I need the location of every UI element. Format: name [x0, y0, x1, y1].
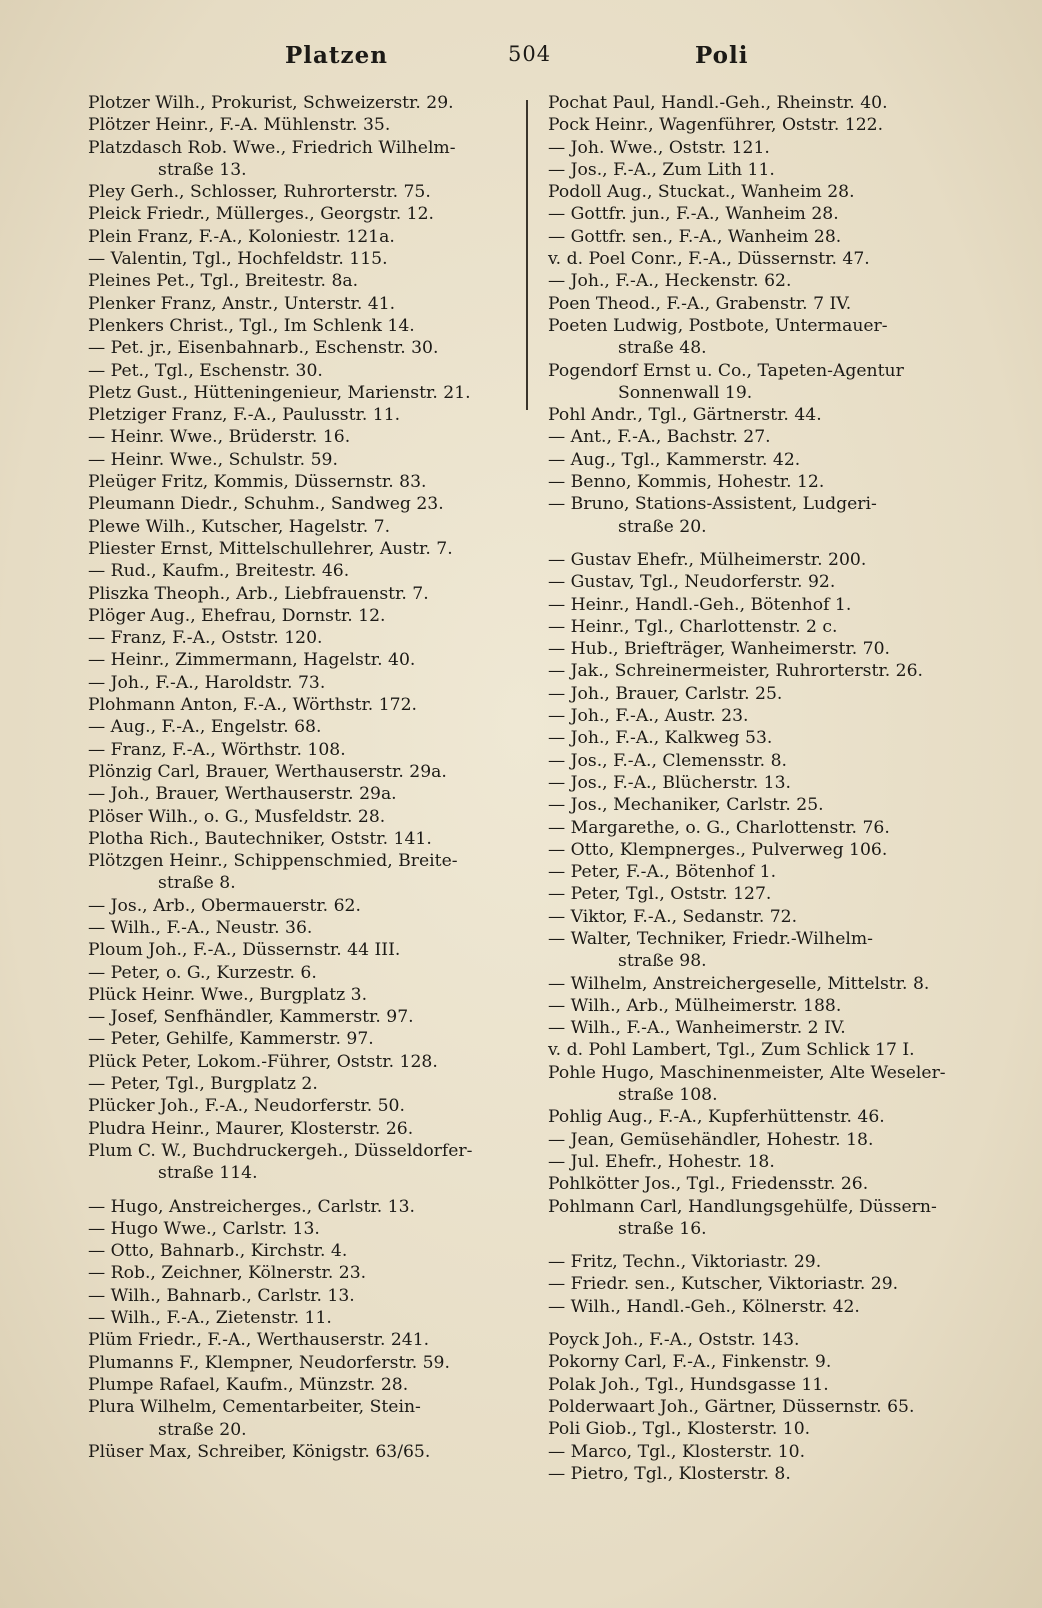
directory-entry: — Peter, o. G., Kurzestr. 6.	[88, 962, 317, 983]
directory-entry: — Walter, Techniker, Friedr.-Wilhelm-	[548, 928, 873, 949]
directory-entry: — Joh., F.-A., Kalkweg 53.	[548, 728, 773, 749]
directory-entry: — Joh., Brauer, Carlstr. 25.	[548, 683, 783, 704]
directory-entry: Plenkers Christ., Tgl., Im Schlenk 14.	[88, 315, 415, 336]
directory-entry: Plum C. W., Buchdruckergeh., Düsseldorfer-	[88, 1140, 473, 1161]
directory-entry: Ploum Joh., F.-A., Düssernstr. 44 III.	[88, 940, 401, 961]
directory-entry: Pludra Heinr., Maurer, Klosterstr. 26.	[88, 1118, 414, 1139]
directory-entry: — Wilh., Arb., Mülheimerstr. 188.	[548, 995, 842, 1016]
entry-continuation: straße 13.	[158, 159, 247, 180]
directory-entry: — Franz, F.-A., Wörthstr. 108.	[88, 739, 346, 760]
directory-entry: Pliszka Theoph., Arb., Liebfrauenstr. 7.	[88, 583, 429, 604]
column-divider	[526, 100, 528, 410]
directory-entry: — Wilhelm, Anstreichergeselle, Mittelstr. 8.	[548, 973, 930, 994]
directory-entry: Poen Theod., F.-A., Grabenstr. 7 IV.	[548, 293, 852, 314]
directory-entry: — Peter, Tgl., Oststr. 127.	[548, 884, 772, 905]
directory-entry: — Heinr., Handl.-Geh., Bötenhof 1.	[548, 594, 852, 615]
directory-entry: Pokorny Carl, F.-A., Finkenstr. 9.	[548, 1352, 832, 1373]
directory-entry: Plotzer Wilh., Prokurist, Schweizerstr. 29.	[88, 93, 454, 113]
directory-entry: — Rob., Zeichner, Kölnerstr. 23.	[88, 1263, 367, 1284]
spacer	[88, 1185, 508, 1196]
directory-entry: — Valentin, Tgl., Hochfeldstr. 115.	[88, 249, 388, 270]
directory-entry: — Jos., F.-A., Clemensstr. 8.	[548, 750, 787, 771]
directory-entry: Plein Franz, F.-A., Koloniestr. 121a.	[88, 226, 395, 247]
directory-entry: Plohmann Anton, F.-A., Wörthstr. 172.	[88, 695, 417, 716]
directory-entry: — Jul. Ehefr., Hohestr. 18.	[548, 1151, 775, 1172]
directory-entry: — Fritz, Techn., Viktoriastr. 29.	[548, 1252, 822, 1273]
directory-entry: Plewe Wilh., Kutscher, Hagelstr. 7.	[88, 516, 391, 537]
directory-entry: Podoll Aug., Stuckat., Wanheim 28.	[548, 182, 855, 203]
directory-entry: Plura Wilhelm, Cementarbeiter, Stein-	[88, 1397, 421, 1418]
directory-entry: Pochat Paul, Handl.-Geh., Rheinstr. 40.	[548, 93, 888, 113]
entry-continuation: straße 20.	[618, 516, 707, 537]
directory-entry: — Otto, Bahnarb., Kirchstr. 4.	[88, 1241, 348, 1262]
header-last-entry: Poli	[695, 42, 749, 69]
left-column	[88, 92, 508, 1463]
directory-entry: Pleumann Diedr., Schuhm., Sandweg 23.	[88, 494, 444, 515]
entry-continuation: straße 8.	[158, 873, 236, 894]
directory-entry: — Ant., F.-A., Bachstr. 27.	[548, 427, 771, 448]
directory-entry: Plenker Franz, Anstr., Unterstr. 41.	[88, 293, 396, 314]
directory-entry: Plöger Aug., Ehefrau, Dornstr. 12.	[88, 605, 386, 626]
directory-entry: — Joh. Wwe., Oststr. 121.	[548, 137, 770, 158]
directory-entry: — Pietro, Tgl., Klosterstr. 8.	[548, 1463, 791, 1484]
page-number: 504	[508, 42, 552, 66]
directory-entry: Pley Gerh., Schlosser, Ruhrorterstr. 75.	[88, 182, 431, 203]
directory-entry: — Friedr. sen., Kutscher, Viktoriastr. 29.	[548, 1274, 899, 1295]
directory-entry: Polak Joh., Tgl., Hundsgasse 11.	[548, 1374, 829, 1395]
directory-entry: — Peter, Gehilfe, Kammerstr. 97.	[88, 1029, 374, 1050]
directory-entry: — Wilh., Handl.-Geh., Kölnerstr. 42.	[548, 1296, 860, 1317]
directory-entry: Pleüger Fritz, Kommis, Düssernstr. 83.	[88, 472, 427, 493]
directory-entry: — Pet., Tgl., Eschenstr. 30.	[88, 360, 323, 381]
directory-entry: — Jos., Mechaniker, Carlstr. 25.	[548, 795, 824, 816]
directory-entry: — Otto, Klempnerges., Pulverweg 106.	[548, 839, 888, 860]
directory-entry: — Heinr., Tgl., Charlottenstr. 2 c.	[548, 616, 838, 637]
directory-entry: Plüser Max, Schreiber, Königstr. 63/65.	[88, 1441, 431, 1462]
entry-continuation: straße 98.	[618, 951, 707, 972]
directory-entry: — Joh., F.-A., Haroldstr. 73.	[88, 672, 326, 693]
directory-entry: — Aug., Tgl., Kammerstr. 42.	[548, 449, 801, 470]
directory-entry: Plüm Friedr., F.-A., Werthauserstr. 241.	[88, 1330, 430, 1351]
entry-continuation: straße 114.	[158, 1163, 258, 1184]
directory-entry: Plotha Rich., Bautechniker, Oststr. 141.	[88, 828, 432, 849]
directory-entry: — Jak., Schreinermeister, Ruhrorterstr. 26.	[548, 661, 923, 682]
directory-entry: Pletz Gust., Hütteningenieur, Marienstr. 21.	[88, 382, 471, 403]
directory-entry: — Bruno, Stations-Assistent, Ludgeri-	[548, 494, 877, 515]
directory-entry: — Jos., F.-A., Blücherstr. 13.	[548, 772, 792, 793]
directory-entry: — Joh., F.-A., Heckenstr. 62.	[548, 271, 792, 292]
directory-entry: v. d. Pohl Lambert, Tgl., Zum Schlick 17 I.	[548, 1040, 915, 1061]
directory-entry: — Margarethe, o. G., Charlottenstr. 76.	[548, 817, 890, 838]
directory-entry: Pohl Andr., Tgl., Gärtnerstr. 44.	[548, 405, 822, 426]
entry-continuation: straße 108.	[618, 1085, 718, 1106]
directory-entry: Pleines Pet., Tgl., Breitestr. 8a.	[88, 271, 359, 292]
directory-entry: Plück Heinr. Wwe., Burgplatz 3.	[88, 984, 368, 1005]
directory-entry: — Heinr. Wwe., Brüderstr. 16.	[88, 427, 351, 448]
directory-entry: — Peter, Tgl., Burgplatz 2.	[88, 1074, 318, 1095]
directory-entry: Poli Giob., Tgl., Klosterstr. 10.	[548, 1419, 811, 1440]
spacer	[548, 538, 988, 549]
directory-entry: — Heinr., Zimmermann, Hagelstr. 40.	[88, 650, 416, 671]
directory-entry: — Viktor, F.-A., Sedanstr. 72.	[548, 906, 798, 927]
directory-entry: — Jean, Gemüsehändler, Hohestr. 18.	[548, 1129, 874, 1150]
page-header	[90, 42, 990, 78]
entry-continuation: straße 16.	[618, 1218, 707, 1239]
directory-entry: — Pet. jr., Eisenbahnarb., Eschenstr. 30.	[88, 338, 439, 359]
entry-continuation: Sonnenwall 19.	[618, 382, 753, 403]
directory-entry: — Marco, Tgl., Klosterstr. 10.	[548, 1441, 806, 1462]
directory-entry: Pohlig Aug., F.-A., Kupferhüttenstr. 46.	[548, 1107, 885, 1128]
directory-entry: Pleick Friedr., Müllerges., Georgstr. 12.	[88, 204, 434, 225]
directory-entry: Plücker Joh., F.-A., Neudorferstr. 50.	[88, 1096, 405, 1117]
directory-entry: Platzdasch Rob. Wwe., Friedrich Wilhelm-	[88, 137, 456, 158]
directory-entry: — Hub., Briefträger, Wanheimerstr. 70.	[548, 639, 891, 660]
directory-entry: Plötzgen Heinr., Schippenschmied, Breite-	[88, 851, 458, 872]
directory-entry: Pohlkötter Jos., Tgl., Friedensstr. 26.	[548, 1174, 869, 1195]
directory-entry: Polderwaart Joh., Gärtner, Düssernstr. 65.	[548, 1396, 915, 1417]
directory-entry: — Franz, F.-A., Oststr. 120.	[88, 628, 323, 649]
entry-continuation: straße 20.	[158, 1419, 247, 1440]
directory-entry: — Gustav Ehefr., Mülheimerstr. 200.	[548, 549, 867, 570]
directory-entry: — Hugo, Anstreicherges., Carlstr. 13.	[88, 1196, 415, 1217]
directory-entry: — Joh., F.-A., Austr. 23.	[548, 706, 749, 727]
directory-entry: — Hugo Wwe., Carlstr. 13.	[88, 1218, 320, 1239]
directory-entry: — Gustav, Tgl., Neudorferstr. 92.	[548, 572, 836, 593]
directory-entry: — Heinr. Wwe., Schulstr. 59.	[88, 449, 338, 470]
directory-entry: — Jos., Arb., Obermauerstr. 62.	[88, 895, 361, 916]
directory-entry: — Gottfr. sen., F.-A., Wanheim 28.	[548, 226, 842, 247]
directory-entry: Poeten Ludwig, Postbote, Untermauer-	[548, 315, 888, 336]
directory-entry: — Wilh., F.-A., Zietenstr. 11.	[88, 1308, 332, 1329]
spacer	[548, 1240, 988, 1251]
header-first-entry: Platzen	[285, 42, 388, 69]
directory-entry: — Aug., F.-A., Engelstr. 68.	[88, 717, 322, 738]
directory-entry: — Wilh., F.-A., Neustr. 36.	[88, 917, 313, 938]
spacer	[548, 1318, 988, 1329]
directory-entry: Plück Peter, Lokom.-Führer, Oststr. 128.	[88, 1051, 438, 1072]
directory-entry: Pohle Hugo, Maschinenmeister, Alte Weseler-	[548, 1062, 946, 1083]
directory-entry: Pogendorf Ernst u. Co., Tapeten-Agentur	[548, 360, 904, 381]
directory-entry: Plönzig Carl, Brauer, Werthauserstr. 29a.	[88, 761, 447, 782]
directory-entry: — Jos., F.-A., Zum Lith 11.	[548, 159, 775, 180]
directory-entry: v. d. Poel Conr., F.-A., Düssernstr. 47.	[548, 249, 870, 270]
right-column	[548, 92, 988, 1485]
entry-continuation: straße 48.	[618, 338, 707, 359]
directory-entry: — Wilh., Bahnarb., Carlstr. 13.	[88, 1285, 355, 1306]
directory-entry: Plötzer Heinr., F.-A. Mühlenstr. 35.	[88, 115, 391, 136]
directory-entry: Poyck Joh., F.-A., Oststr. 143.	[548, 1330, 800, 1351]
directory-entry: Pletziger Franz, F.-A., Paulusstr. 11.	[88, 405, 401, 426]
directory-entry: — Joh., Brauer, Werthauserstr. 29a.	[88, 784, 397, 805]
directory-entry: Plumpe Rafael, Kaufm., Münzstr. 28.	[88, 1374, 409, 1395]
directory-entry: — Benno, Kommis, Hohestr. 12.	[548, 472, 825, 493]
directory-entry: Plöser Wilh., o. G., Musfeldstr. 28.	[88, 806, 386, 827]
directory-entry: — Josef, Senfhändler, Kammerstr. 97.	[88, 1007, 414, 1028]
directory-entry: — Gottfr. jun., F.-A., Wanheim 28.	[548, 204, 839, 225]
directory-entry: Pohlmann Carl, Handlungsgehülfe, Düssern-	[548, 1196, 937, 1217]
directory-entry: Plumanns F., Klempner, Neudorferstr. 59.	[88, 1352, 450, 1373]
directory-entry: — Rud., Kaufm., Breitestr. 46.	[88, 561, 350, 582]
directory-entry: Pliester Ernst, Mittelschullehrer, Austr. 7.	[88, 538, 453, 559]
directory-entry: — Peter, F.-A., Bötenhof 1.	[548, 862, 777, 883]
directory-entry: Pock Heinr., Wagenführer, Oststr. 122.	[548, 115, 884, 136]
directory-entry: — Wilh., F.-A., Wanheimerstr. 2 IV.	[548, 1018, 846, 1039]
